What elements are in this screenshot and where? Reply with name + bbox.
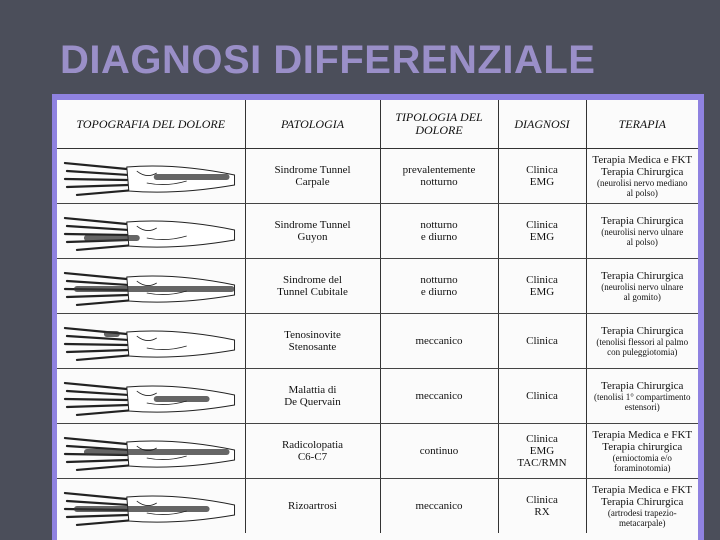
cell-patologia (245, 314, 380, 369)
tipologia-line: meccanico (415, 390, 463, 402)
terapia-line: Terapia Chirurgica (601, 325, 684, 337)
tipologia-line: meccanico (415, 500, 463, 512)
tipologia-line: meccanico (415, 335, 463, 347)
terapia-line: metacarpale) (619, 518, 666, 528)
diagnosi-line: EMG (529, 445, 555, 457)
diagnosi-line: Clinica (526, 164, 558, 176)
terapia-line: (neurolisi nervo ulnare (601, 227, 684, 237)
cell-patologia (245, 424, 380, 479)
terapia-line: (ernioctomia e/o (612, 453, 672, 463)
patologia-line: Stenosante (288, 341, 337, 353)
cell-tipologia (380, 204, 498, 259)
tipologia-line: prevalentemente (402, 164, 476, 176)
table-row (57, 314, 698, 369)
hand-illustration-cell (57, 424, 245, 479)
cell-terapia (586, 369, 698, 424)
cell-terapia (586, 479, 698, 534)
terapia-line: (tenolisi flessori al palmo (596, 337, 689, 347)
table-row (57, 149, 698, 204)
patologia-line: Rizoartrosi (288, 500, 337, 512)
cell-diagnosi (498, 479, 586, 534)
patologia-line: Sindrome del (283, 274, 342, 286)
hand-rhizarthrosis-icon (57, 479, 245, 533)
hand-median-icon (57, 149, 245, 203)
patologia-line: Tenosinovite (284, 329, 341, 341)
hand-dequervain-icon (57, 369, 245, 423)
cell-diagnosi (498, 259, 586, 314)
tipologia-line: notturno (420, 219, 458, 231)
header-topografia: TOPOGRAFIA DEL DOLORE (57, 100, 245, 149)
table-row (57, 204, 698, 259)
cell-tipologia (380, 424, 498, 479)
terapia-line: al gomito) (623, 292, 661, 302)
table-header-row (57, 100, 698, 149)
diagnosi-line: Clinica (526, 494, 558, 506)
cell-terapia (586, 259, 698, 314)
cell-tipologia (380, 259, 498, 314)
patologia-line: Radicolopatia (281, 439, 344, 451)
header-terapia: TERAPIA (586, 100, 698, 149)
hand-ulnar-icon (57, 204, 245, 258)
cell-diagnosi (498, 314, 586, 369)
tipologia-line: notturno (420, 274, 458, 286)
hand-cubital-icon (57, 259, 245, 313)
hand-illustration-cell (57, 314, 245, 369)
diagnosi-line: Clinica (526, 433, 558, 445)
terapia-line: Terapia Chirurgica (601, 166, 684, 178)
terapia-line: Terapia Chirurgica (601, 215, 684, 227)
tipologia-line: e diurno (420, 231, 458, 243)
patologia-line: Sindrome Tunnel (274, 219, 351, 231)
slide-title: DIAGNOSI DIFFERENZIALE (60, 38, 596, 82)
tipologia-line: e diurno (420, 286, 458, 298)
diagnosi-line: Clinica (526, 274, 558, 286)
hand-tenosynovitis-icon (57, 314, 245, 368)
diagnosi-line: TAC/RMN (517, 457, 567, 469)
terapia-line: Terapia Medica e FKT (592, 429, 693, 441)
cell-patologia (245, 204, 380, 259)
cell-terapia (586, 314, 698, 369)
cell-tipologia (380, 369, 498, 424)
terapia-line: Terapia Chirurgica (601, 270, 684, 282)
tipologia-line: notturno (420, 176, 458, 188)
cell-tipologia (380, 149, 498, 204)
patologia-line: De Quervain (284, 396, 341, 408)
diagnosi-line: RX (534, 506, 550, 518)
terapia-line: (neurolisi nervo mediano (597, 178, 688, 188)
table-row (57, 424, 698, 479)
tipologia-line: continuo (419, 445, 459, 457)
cell-patologia (245, 479, 380, 534)
diagnosi-line: EMG (529, 286, 555, 298)
patologia-line: Carpale (295, 176, 330, 188)
terapia-line: (neurolisi nervo ulnare (601, 282, 684, 292)
hand-illustration-cell (57, 204, 245, 259)
diagnosi-line: Clinica (526, 390, 558, 402)
cell-terapia (586, 204, 698, 259)
terapia-line: con puleggiotomia) (607, 347, 678, 357)
terapia-line: estensori) (624, 402, 660, 412)
patologia-line: Malattia di (288, 384, 337, 396)
header-diagnosi: DIAGNOSI (498, 100, 586, 149)
diagnosi-line: Clinica (526, 219, 558, 231)
cell-diagnosi (498, 424, 586, 479)
terapia-line: al polso) (626, 237, 658, 247)
cell-diagnosi (498, 369, 586, 424)
header-tipologia: TIPOLOGIA DEL DOLORE (380, 100, 498, 149)
table-row (57, 369, 698, 424)
hand-illustration-cell (57, 259, 245, 314)
cell-diagnosi (498, 204, 586, 259)
terapia-line: (tenolisi 1° compartimento (593, 392, 691, 402)
differential-diagnosis-table (57, 100, 698, 533)
cell-patologia (245, 149, 380, 204)
header-patologia: PATOLOGIA (245, 100, 380, 149)
table-row (57, 259, 698, 314)
diagnosi-line: Clinica (526, 335, 558, 347)
diagnosi-line: EMG (529, 176, 555, 188)
patologia-line: Guyon (297, 231, 328, 243)
patologia-line: C6-C7 (297, 451, 328, 463)
diagnosi-line: EMG (529, 231, 555, 243)
cell-patologia (245, 369, 380, 424)
hand-radicular-icon (57, 424, 245, 478)
terapia-line: (artrodesi trapezio- (607, 508, 677, 518)
terapia-line: Terapia Medica e FKT (592, 484, 693, 496)
patologia-line: Tunnel Cubitale (277, 286, 348, 298)
terapia-line: Terapia Chirurgica (601, 380, 684, 392)
table-row (57, 479, 698, 534)
cell-diagnosi (498, 149, 586, 204)
hand-illustration-cell (57, 369, 245, 424)
hand-illustration-cell (57, 149, 245, 204)
terapia-line: foraminotomia) (614, 463, 671, 473)
patologia-line: Sindrome Tunnel (274, 164, 351, 176)
terapia-line: Terapia Medica e FKT (592, 154, 693, 166)
hand-illustration-cell (57, 479, 245, 534)
cell-tipologia (380, 314, 498, 369)
terapia-line: Terapia chirurgica (602, 441, 683, 453)
cell-tipologia (380, 479, 498, 534)
terapia-line: al polso) (626, 188, 658, 198)
cell-terapia (586, 424, 698, 479)
cell-terapia (586, 149, 698, 204)
cell-patologia (245, 259, 380, 314)
terapia-line: Terapia Chirurgica (601, 496, 684, 508)
scanned-table (57, 100, 698, 540)
